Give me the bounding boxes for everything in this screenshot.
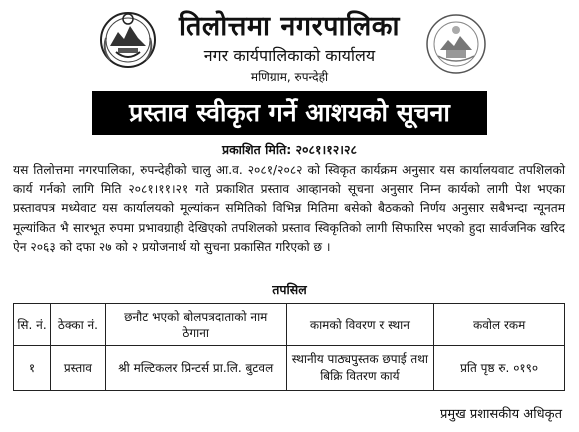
table-header-row — [14, 304, 565, 346]
header-contract-no: ठेक्का नं. — [50, 304, 105, 346]
signature-title: प्रमुख प्रशासकीय अधिकृत — [439, 407, 562, 422]
table-row — [14, 346, 565, 391]
cell-work-description: स्थानीय पाठ्यपुस्तक छपाई तथा बिक्रि वितरण कार्य — [286, 346, 434, 391]
schedule-label: तपसिल — [272, 282, 307, 297]
cell-serial: १ — [14, 346, 51, 391]
notice-body: यस तिलोत्तमा नगरपालिका, रुपन्देहीको चालु आ.व. २०८१/२०८२ को स्विकृत कार्यक्रम अनुसार यस कार्यालयवाट तपशिलको कार्य गर्नको लागि मिति २०८१।११।२१ गते प्रकाशित प्रस्ताव आव्हानको सूचना अनुसार निम्न कार्यको लागी पेश भएका प्रस्तावपत्र मध्येवाट यस कार्यालयको मूल्यांकन समितिको विभिन्न मितिमा बसेको बैठकको निर्णय अनुसार सबैभन्दा न्यूनतम मूल्यांकित भै सारभूत रुपमा प्रभावग्राही देखिएको तपशिलको प्रस्ताव स्विकृतिको लागी सिफारिस भएको हुदा सार्वजनिक खरिद ऐन २०६३ को दफा २७ को २ प्रयोजनार्थ यो सुचना प्रकासित गरिएको छ । — [13, 163, 565, 254]
header-bidder: छनौट भएको बोलपत्रदाताको नाम ठेगाना — [105, 304, 286, 346]
office-name: नगर कार्यपालिकाको कार्यालय — [203, 46, 376, 65]
office-address: मणिग्राम, रुपन्देही — [250, 70, 329, 84]
cell-bid-amount: प्रति पृष्ठ रु. ०१९० — [434, 346, 565, 391]
schedule-table — [13, 303, 565, 391]
header-serial: सि. नं. — [14, 304, 51, 346]
cell-contract-no: प्रस्ताव — [50, 346, 105, 391]
cell-bidder: श्री मल्टिकलर प्रिन्टर्स प्रा.लि. बुटवल — [105, 346, 286, 391]
notice-title: प्रस्ताव स्वीकृत गर्ने आशयको सूचना — [92, 91, 487, 135]
header-work-description: कामको विवरण र स्थान — [286, 304, 434, 346]
header-bid-amount: कवोल रकम — [434, 304, 565, 346]
published-date: प्रकाशित मिति: २०८१।१२।२८ — [221, 142, 358, 157]
org-name: तिलोत्तमा नगरपालिका — [179, 11, 400, 42]
